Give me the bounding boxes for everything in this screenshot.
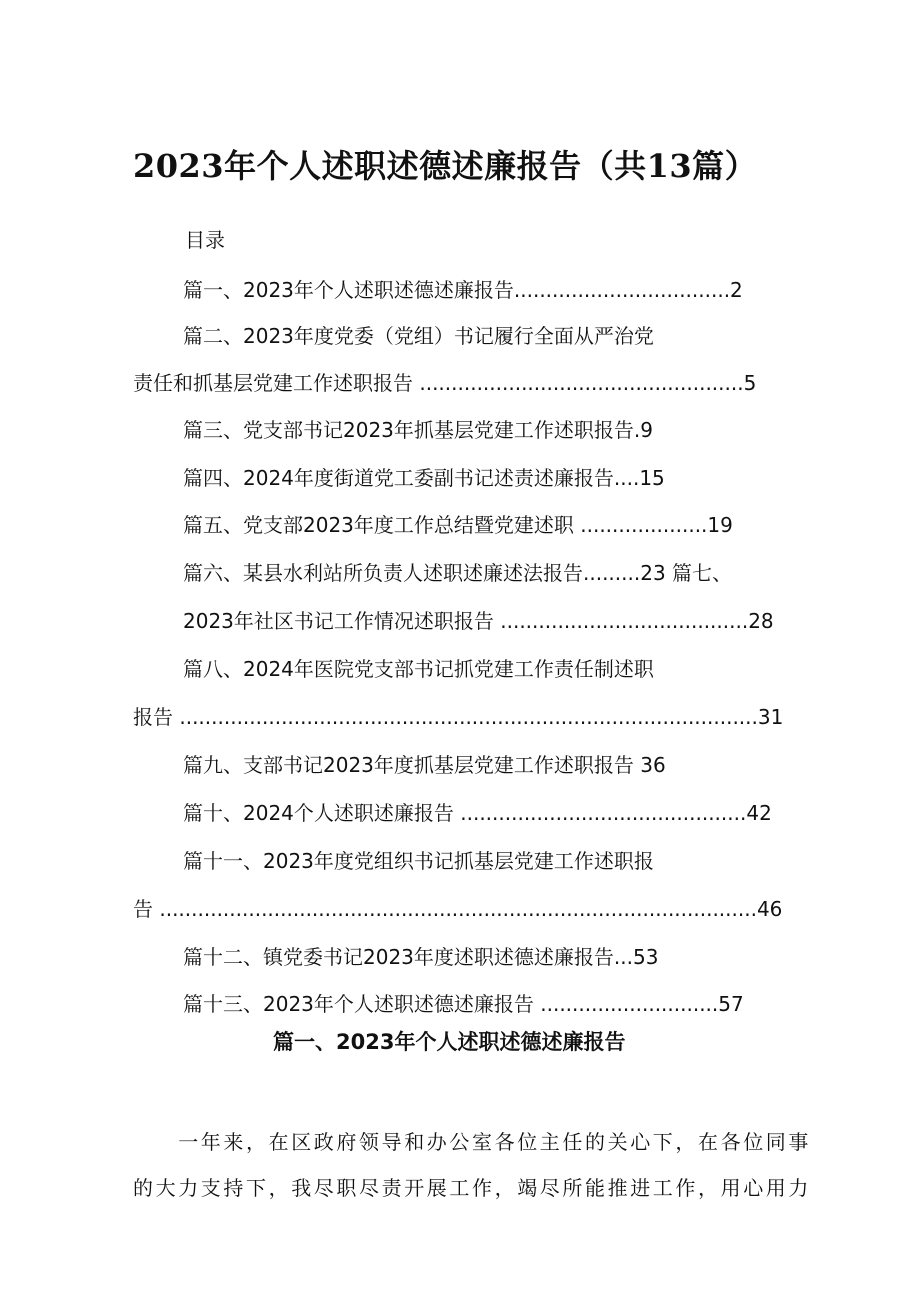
toc-entry: 篇六、某县水利站所负责人述职述廉述法报告.........23 篇七、 <box>183 561 733 585</box>
section-heading: 篇一、2023年个人述职述德述廉报告 <box>273 1030 626 1054</box>
toc-entry: 篇五、党支部2023年度工作总结暨党建述职 ....................19 <box>183 513 733 537</box>
toc-entry: 篇十三、2023年个人述职述德述廉报告 ............................57 <box>183 992 744 1016</box>
toc-label: 目录 <box>185 228 225 252</box>
toc-entry: 篇十一、2023年度党组织书记抓基层党建工作述职报 <box>183 849 654 873</box>
toc-entry: 篇二、2023年度党委（党组）书记履行全面从严治党 <box>183 324 654 348</box>
toc-entry-continuation: 告 ..............................................................................................46 <box>133 897 783 921</box>
toc-entry: 篇十二、镇党委书记2023年度述职述德述廉报告...53 <box>183 945 659 969</box>
toc-entry: 篇三、党支部书记2023年抓基层党建工作述职报告.9 <box>183 418 653 442</box>
toc-entry-continuation: 责任和抓基层党建工作述职报告 ...................................................5 <box>133 371 757 395</box>
document-title: 2023年个人述职述德述廉报告（共13篇） <box>133 147 758 185</box>
toc-entry: 篇九、支部书记2023年度抓基层党建工作述职报告 36 <box>183 753 666 777</box>
body-line: 一年来，在区政府领导和办公室各位主任的关心下，在各位同事 <box>133 1130 811 1154</box>
toc-entry: 篇八、2024年医院党支部书记抓党建工作责任制述职 <box>183 657 654 681</box>
toc-entry-continuation: 报告 ...........................................................................................31 <box>133 705 784 729</box>
toc-entry: 篇十、2024个人述职述廉报告 .............................................42 <box>183 801 772 825</box>
toc-entry: 篇四、2024年度街道党工委副书记述责述廉报告....15 <box>183 466 665 490</box>
body-line: 的大力支持下，我尽职尽责开展工作，竭尽所能推进工作，用心用力 <box>133 1176 811 1200</box>
toc-entry-continuation: 2023年社区书记工作情况述职报告 .......................................28 <box>183 609 774 633</box>
toc-entry: 篇一、2023年个人述职述德述廉报告..................................2 <box>183 278 743 302</box>
